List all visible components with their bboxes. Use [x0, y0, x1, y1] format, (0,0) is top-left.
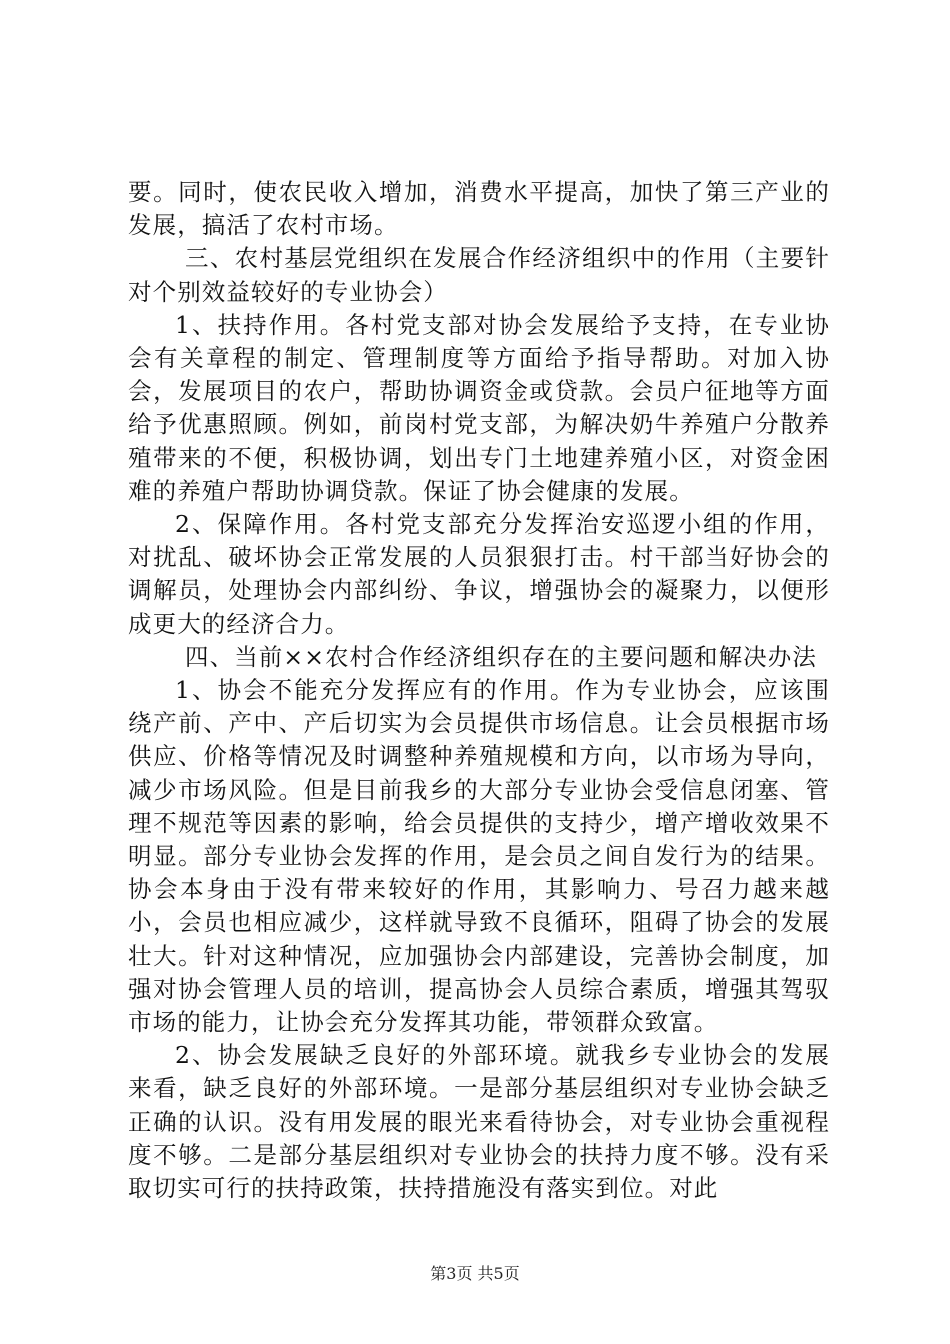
paragraph-support-role: 1、扶持作用。各村党支部对协会发展给予支持，在专业协会有关章程的制定、管理制度等方面给予指导帮助。对加入协会，发展项目的农户，帮助协调资金或贷款。会员户征地等方面给予优惠照顾。例如，前岗村党支部，为解决奶牛养殖户分散养殖带来的不便，积极协调，划出专门土地建养殖小区，对资金困难的养殖户帮助协调贷款。保证了协会健康的发展。 [128, 310, 830, 505]
page-footer [0, 1261, 950, 1284]
document-body [128, 176, 830, 1205]
section-heading-three: 三、农村基层党组织在发展合作经济组织中的作用（主要针对个别效益较好的专业协会） [128, 244, 830, 306]
page-number: 第3页 共5页 [430, 1264, 520, 1283]
section-heading-four: 四、当前××农村合作经济组织存在的主要问题和解决办法 [185, 642, 817, 671]
paragraph-problem-one: 1、协会不能充分发挥应有的作用。作为专业协会，应该围绕产前、产中、产后切实为会员提供市场信息。让会员根据市场供应、价格等情况及时调整种养殖规模和方向，以市场为导向，减少市场风险。但是目前我乡的大部分专业协会受信息闭塞、管理不规范等因素的影响，给会员提供的支持少，增产增收效果不明显。部分专业协会发挥的作用，是会员之间自发行为的结果。协会本身由于没有带来较好的作用，其影响力、号召力越来越小，会员也相应减少，这样就导致不良循环，阻碍了协会的发展壮大。针对这种情况，应加强协会内部建设，完善协会制度，加强对协会管理人员的培训，提高协会人员综合素质，增强其驾驭市场的能力，让协会充分发挥其功能，带领群众致富。 [128, 676, 830, 1037]
paragraph-problem-two: 2、协会发展缺乏良好的外部环境。就我乡专业协会的发展来看，缺乏良好的外部环境。一是部分基层组织对专业协会缺乏正确的认识。没有用发展的眼光来看待协会，对专业协会重视程度不够。二是部分基层组织对专业协会的扶持力度不够。没有采取切实可行的扶持政策，扶持措施没有落实到位。对此 [128, 1041, 830, 1203]
paragraph-guarantee-role: 2、保障作用。各村党支部充分发挥治安巡逻小组的作用，对扰乱、破坏协会正常发展的人员狠狠打击。村干部当好协会的调解员，处理协会内部纠纷、争议，增强协会的凝聚力，以便形成更大的经济合力。 [128, 510, 830, 638]
paragraph-continuation: 要。同时，使农民收入增加，消费水平提高，加快了第三产业的发展，搞活了农村市场。 [128, 178, 830, 240]
